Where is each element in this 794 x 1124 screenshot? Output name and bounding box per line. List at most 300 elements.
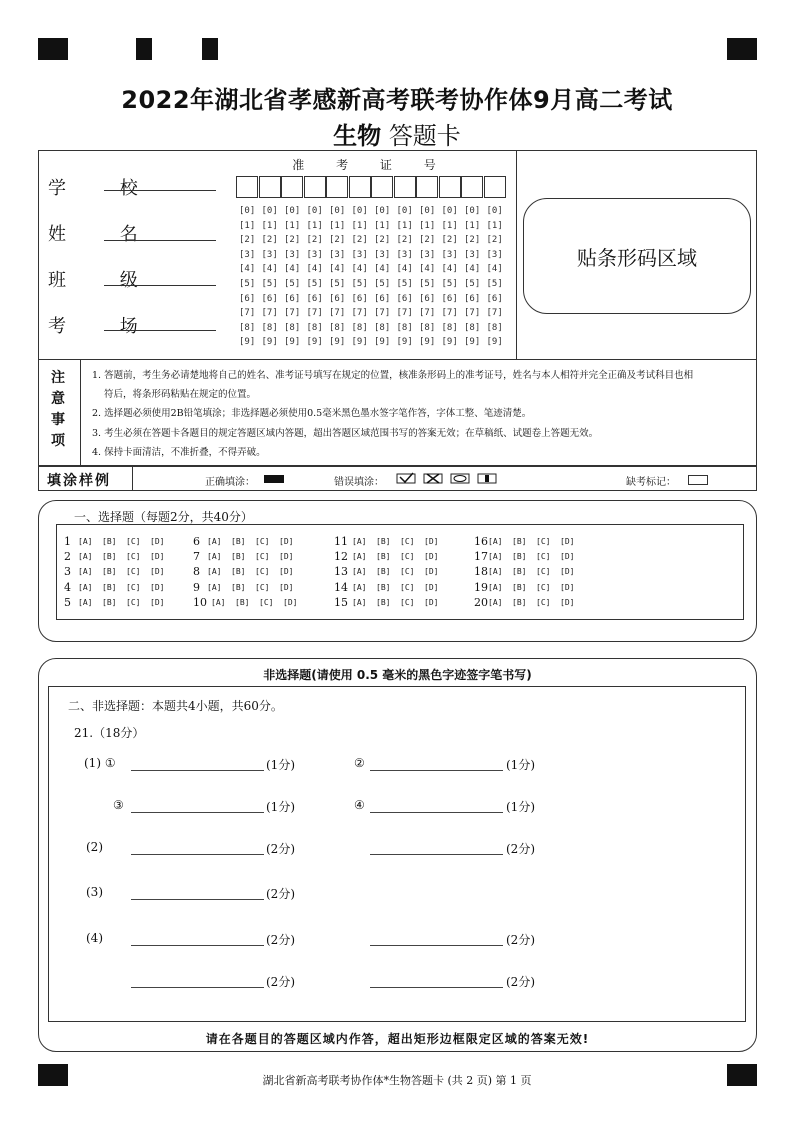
option-bubble[interactable]: [B] — [231, 537, 246, 546]
question-21: 21.（18分） — [74, 726, 145, 740]
notice-item: 2. 选择题必须使用2B铅笔填涂；非选择题必须使用0.5毫米黑色墨水签字笔作答，字体工整、笔迹清楚。 — [92, 408, 532, 419]
option-bubble[interactable]: [C] — [536, 567, 551, 577]
digit-bubble[interactable]: [6] — [351, 293, 368, 304]
digit-bubble[interactable]: [0] — [239, 206, 256, 216]
digit-bubble[interactable]: [3] — [351, 249, 368, 260]
position-mark — [727, 38, 757, 60]
notice-heading: 注 意 事 项 — [51, 370, 65, 449]
option-bubble[interactable]: [C] — [255, 552, 270, 562]
option-bubble[interactable]: [C] — [400, 552, 415, 562]
digit-bubble[interactable]: [8] — [284, 322, 301, 333]
digit-bubble[interactable]: [5] — [261, 279, 278, 289]
option-bubble[interactable]: [C] — [400, 567, 415, 577]
digit-bubble[interactable]: [2] — [374, 235, 391, 246]
notice-item: 符后，将条形码粘贴在规定的位置。 — [104, 389, 257, 400]
digit-bubble[interactable]: [6] — [396, 293, 413, 304]
option-bubble[interactable]: [B] — [231, 552, 246, 562]
option-bubble[interactable]: [A] — [488, 582, 503, 592]
option-bubble[interactable]: [A] — [488, 537, 503, 546]
digit-bubble[interactable]: [9] — [306, 337, 323, 348]
digit-bubble[interactable]: [3] — [441, 249, 458, 260]
option-bubble[interactable]: [A] — [352, 597, 367, 607]
digit-bubble[interactable]: [2] — [441, 235, 458, 246]
option-bubble[interactable]: [C] — [255, 567, 270, 577]
option-bubble[interactable]: [C] — [126, 582, 141, 592]
option-bubble[interactable]: [A] — [78, 537, 93, 546]
option-bubble[interactable]: [A] — [352, 582, 367, 592]
option-bubble[interactable]: [A] — [78, 582, 93, 592]
exam-number-cell[interactable] — [439, 176, 461, 198]
digit-bubble[interactable]: [7] — [396, 308, 413, 319]
digit-bubble[interactable]: [4] — [396, 264, 413, 275]
digit-bubble[interactable]: [6] — [284, 293, 301, 304]
option-bubble[interactable]: [D] — [150, 567, 165, 577]
exam-number-title: 准 考 证 号 — [292, 158, 450, 172]
digit-bubble[interactable]: [4] — [419, 264, 436, 275]
option-bubble[interactable]: [B] — [376, 552, 391, 562]
digit-bubble[interactable]: [7] — [441, 308, 458, 319]
answer-line[interactable] — [131, 945, 264, 946]
score-2: (2分) — [506, 933, 535, 947]
question-number: 1 — [64, 535, 71, 548]
question-number: 4 — [64, 580, 71, 594]
option-bubble[interactable]: [D] — [560, 567, 575, 577]
digit-bubble[interactable]: [8] — [306, 322, 323, 333]
option-bubble[interactable]: [A] — [352, 567, 367, 577]
option-bubble[interactable]: [D] — [424, 537, 439, 546]
option-bubble[interactable]: [B] — [376, 597, 391, 607]
digit-bubble[interactable]: [8] — [329, 322, 346, 333]
digit-bubble[interactable]: [1] — [284, 220, 301, 231]
option-bubble[interactable]: [B] — [512, 552, 527, 562]
digit-bubble[interactable]: [0] — [486, 206, 503, 216]
digit-bubble[interactable]: [3] — [239, 249, 256, 260]
option-bubble[interactable]: [D] — [424, 552, 439, 562]
option-bubble[interactable]: [D] — [560, 537, 575, 546]
option-bubble[interactable]: [B] — [376, 537, 391, 546]
digit-bubble[interactable]: [9] — [239, 337, 256, 348]
option-bubble[interactable]: [D] — [283, 597, 298, 607]
question-number: 12 — [334, 550, 348, 564]
notice-item: 4. 保持卡面清洁，不准折叠，不得弄破。 — [92, 447, 266, 458]
digit-bubble[interactable]: [4] — [374, 264, 391, 275]
option-bubble[interactable]: [C] — [259, 597, 274, 607]
answer-line[interactable] — [370, 812, 503, 813]
question-number: 5 — [64, 595, 71, 609]
option-bubble[interactable]: [D] — [560, 552, 575, 562]
answer-line[interactable] — [370, 770, 503, 771]
position-mark — [202, 38, 218, 60]
school-field[interactable] — [104, 190, 216, 191]
option-bubble[interactable]: [C] — [536, 552, 551, 562]
score-2: (2分) — [266, 887, 295, 901]
digit-bubble[interactable]: [8] — [261, 322, 278, 333]
question-number: 2 — [64, 550, 71, 564]
digit-bubble[interactable]: [1] — [239, 220, 256, 231]
exam-number-cell[interactable] — [349, 176, 371, 198]
digit-bubble[interactable]: [2] — [351, 235, 368, 246]
digit-bubble[interactable]: [4] — [239, 264, 256, 275]
digit-bubble[interactable]: [6] — [329, 293, 346, 304]
digit-bubble[interactable]: [2] — [261, 235, 278, 246]
question-number: 7 — [193, 550, 200, 564]
answer-line[interactable] — [370, 987, 503, 988]
digit-bubble[interactable]: [1] — [396, 220, 413, 231]
digit-bubble[interactable]: [5] — [239, 279, 256, 289]
option-bubble[interactable]: [B] — [102, 537, 117, 546]
option-bubble[interactable]: [B] — [235, 597, 250, 607]
digit-bubble[interactable]: [9] — [261, 337, 278, 348]
school-label: 学 校 — [48, 178, 162, 199]
digit-bubble[interactable]: [4] — [486, 264, 503, 275]
option-bubble[interactable]: [A] — [207, 552, 222, 562]
choice-title: 一、选择题（每题2分，共40分） — [70, 508, 257, 525]
option-bubble[interactable]: [C] — [400, 582, 415, 592]
digit-bubble[interactable]: [7] — [419, 308, 436, 319]
room-label: 考 场 — [48, 316, 162, 337]
digit-bubble[interactable]: [2] — [329, 235, 346, 246]
digit-bubble[interactable]: [2] — [486, 235, 503, 246]
option-bubble[interactable]: [B] — [512, 537, 527, 546]
digit-bubble[interactable]: [3] — [306, 249, 323, 260]
digit-bubble[interactable]: [6] — [261, 293, 278, 304]
digit-bubble[interactable]: [5] — [306, 279, 323, 289]
nonchoice-bar: 非选择题(请使用 0.5 毫米的黑色字迹签字笔书写) — [263, 668, 532, 682]
nonchoice-title: 二、非选择题：本题共4小题，共60分。 — [68, 699, 283, 713]
score-2: (2分) — [506, 842, 535, 856]
digit-bubble[interactable]: [5] — [419, 279, 436, 289]
digit-bubble[interactable]: [7] — [284, 308, 301, 319]
blank-4-label: ④ — [354, 798, 365, 812]
digit-bubble[interactable]: [4] — [329, 264, 346, 275]
option-bubble[interactable]: [C] — [126, 537, 141, 546]
digit-bubble[interactable]: [9] — [351, 337, 368, 348]
digit-bubble[interactable]: [3] — [284, 249, 301, 260]
digit-bubble[interactable]: [8] — [396, 322, 413, 333]
option-bubble[interactable]: [A] — [207, 537, 222, 546]
digit-bubble[interactable]: [5] — [396, 279, 413, 289]
part-2-label: (2) — [86, 840, 103, 854]
option-bubble[interactable]: [C] — [126, 552, 141, 562]
digit-bubble[interactable]: [0] — [306, 206, 323, 216]
option-bubble[interactable]: [B] — [102, 567, 117, 577]
digit-bubble[interactable]: [1] — [419, 220, 436, 231]
digit-bubble[interactable]: [9] — [396, 337, 413, 348]
option-bubble[interactable]: [D] — [424, 567, 439, 577]
option-bubble[interactable]: [C] — [126, 567, 141, 577]
question-number: 19 — [474, 580, 488, 594]
option-bubble[interactable]: [D] — [424, 597, 439, 607]
digit-bubble[interactable]: [9] — [486, 337, 503, 348]
option-bubble[interactable]: [D] — [279, 582, 294, 592]
digit-bubble[interactable]: [5] — [351, 279, 368, 289]
subject: 生物 — [333, 122, 382, 150]
digit-bubble[interactable]: [7] — [239, 308, 256, 319]
fill-divider — [132, 466, 133, 491]
digit-bubble[interactable]: [2] — [464, 235, 481, 246]
digit-bubble[interactable]: [8] — [374, 322, 391, 333]
option-bubble[interactable]: [B] — [376, 582, 391, 592]
digit-bubble[interactable]: [9] — [374, 337, 391, 348]
digit-bubble[interactable]: [7] — [486, 308, 503, 319]
absent-mark-box[interactable] — [688, 475, 708, 485]
option-bubble[interactable]: [C] — [400, 597, 415, 607]
digit-bubble[interactable]: [2] — [419, 235, 436, 246]
question-number: 15 — [334, 595, 348, 609]
digit-bubble[interactable]: [5] — [464, 279, 481, 289]
digit-bubble[interactable]: [1] — [261, 220, 278, 231]
digit-bubble[interactable]: [7] — [464, 308, 481, 319]
digit-bubble[interactable]: [5] — [284, 279, 301, 289]
absent-label: 缺考标记： — [626, 477, 676, 488]
score-1: (1分) — [266, 758, 295, 772]
digit-bubble[interactable]: [4] — [441, 264, 458, 275]
digit-bubble[interactable]: [4] — [261, 264, 278, 275]
question-number: 16 — [474, 535, 488, 548]
question-number: 18 — [474, 565, 488, 579]
question-number: 11 — [334, 535, 348, 548]
option-bubble[interactable]: [C] — [536, 597, 551, 607]
option-bubble[interactable]: [D] — [150, 597, 165, 607]
digit-bubble[interactable]: [2] — [284, 235, 301, 246]
answer-line[interactable] — [370, 854, 503, 855]
score-2: (2分) — [266, 842, 295, 856]
option-bubble[interactable]: [A] — [352, 552, 367, 562]
barcode-divider — [516, 150, 517, 360]
digit-bubble[interactable]: [1] — [306, 220, 323, 231]
digit-bubble[interactable]: [0] — [374, 206, 391, 216]
answer-line[interactable] — [131, 854, 264, 855]
exam-number-cell[interactable] — [394, 176, 416, 198]
digit-bubble[interactable]: [9] — [464, 337, 481, 348]
digit-bubble[interactable]: [3] — [486, 249, 503, 260]
subject-title — [0, 116, 794, 151]
question-number: 9 — [193, 580, 200, 594]
option-bubble[interactable]: [D] — [560, 582, 575, 592]
position-mark — [38, 38, 68, 60]
digit-bubble[interactable]: [9] — [441, 337, 458, 348]
digit-bubble[interactable]: [6] — [441, 293, 458, 304]
question-number: 13 — [334, 565, 348, 579]
digit-bubble[interactable]: [8] — [464, 322, 481, 333]
option-bubble[interactable]: [B] — [102, 552, 117, 562]
barcode-area: 贴条形码区域 — [523, 198, 751, 314]
digit-bubble[interactable]: [7] — [374, 308, 391, 319]
digit-bubble[interactable]: [4] — [284, 264, 301, 275]
digit-bubble[interactable]: [3] — [329, 249, 346, 260]
exam-number-cell[interactable] — [259, 176, 281, 198]
digit-bubble[interactable]: [0] — [351, 206, 368, 216]
notice-item: 1. 答题前，考生务必请楚地将自己的姓名、准考证号填写在规定的位置，核准条形码上的准考证号，姓名与本人相符并完全正确及考试科目也相 — [92, 370, 694, 381]
option-bubble[interactable]: [C] — [400, 537, 415, 546]
digit-bubble[interactable]: [6] — [306, 293, 323, 304]
option-bubble[interactable]: [D] — [279, 552, 294, 562]
digit-bubble[interactable]: [8] — [239, 322, 256, 333]
digit-bubble[interactable]: [1] — [329, 220, 346, 231]
option-bubble[interactable]: [B] — [512, 582, 527, 592]
digit-bubble[interactable]: [5] — [486, 279, 503, 289]
question-number: 10 — [193, 595, 207, 609]
digit-bubble[interactable]: [1] — [464, 220, 481, 231]
digit-bubble[interactable]: [7] — [261, 308, 278, 319]
option-bubble[interactable]: [B] — [512, 597, 527, 607]
digit-bubble[interactable]: [6] — [239, 293, 256, 304]
digit-bubble[interactable]: [2] — [396, 235, 413, 246]
exam-number-cell[interactable] — [236, 176, 258, 198]
digit-bubble[interactable]: [1] — [374, 220, 391, 231]
wrong-fill-label: 错误填涂： — [334, 477, 384, 488]
digit-bubble[interactable]: [7] — [351, 308, 368, 319]
part-4-label: (4) — [86, 931, 103, 945]
digit-bubble[interactable]: [6] — [464, 293, 481, 304]
option-bubble[interactable]: [A] — [211, 597, 226, 607]
digit-bubble[interactable]: [9] — [419, 337, 436, 348]
notice-item: 3. 考生必须在答题卡各题目的规定答题区域内答题，超出答题区域范围书写的答案无效；在草稿纸、试题卷上答题无效。 — [92, 428, 599, 439]
option-bubble[interactable]: [A] — [78, 567, 93, 577]
option-bubble[interactable]: [A] — [78, 597, 93, 607]
digit-bubble[interactable]: [4] — [351, 264, 368, 275]
digit-bubble[interactable]: [7] — [329, 308, 346, 319]
option-bubble[interactable]: [A] — [488, 567, 503, 577]
option-bubble[interactable]: [B] — [102, 582, 117, 592]
digit-bubble[interactable]: [5] — [329, 279, 346, 289]
digit-bubble[interactable]: [0] — [396, 206, 413, 216]
digit-bubble[interactable]: [4] — [464, 264, 481, 275]
card-label: 答题卡 — [388, 122, 461, 150]
blank-3-label: ③ — [113, 798, 124, 812]
answer-line[interactable] — [131, 899, 264, 900]
digit-bubble[interactable]: [0] — [261, 206, 278, 216]
question-number: 14 — [334, 580, 348, 594]
digit-bubble[interactable]: [8] — [351, 322, 368, 333]
name-label: 姓 名 — [48, 224, 162, 245]
digit-bubble[interactable]: [2] — [239, 235, 256, 246]
answer-line[interactable] — [131, 812, 264, 813]
digit-bubble[interactable]: [8] — [441, 322, 458, 333]
wrong-fill-marks — [396, 472, 506, 486]
option-bubble[interactable]: [A] — [78, 552, 93, 562]
question-number: 20 — [474, 595, 488, 609]
question-number: 8 — [193, 565, 200, 579]
option-bubble[interactable]: [D] — [150, 537, 165, 546]
exam-number-cell[interactable] — [281, 176, 303, 198]
score-2: (2分) — [266, 933, 295, 947]
digit-bubble[interactable]: [7] — [306, 308, 323, 319]
room-field[interactable] — [104, 330, 216, 331]
name-field[interactable] — [104, 240, 216, 241]
option-bubble[interactable]: [A] — [488, 597, 503, 607]
digit-bubble[interactable]: [0] — [441, 206, 458, 216]
class-label: 班 级 — [48, 270, 162, 291]
digit-bubble[interactable]: [8] — [486, 322, 503, 333]
digit-bubble[interactable]: [5] — [374, 279, 391, 289]
score-1: (1分) — [506, 758, 535, 772]
digit-bubble[interactable]: [5] — [441, 279, 458, 289]
digit-bubble[interactable]: [3] — [261, 249, 278, 260]
score-2: (2分) — [266, 975, 295, 989]
correct-fill-label: 正确填涂： — [205, 477, 255, 488]
digit-bubble[interactable]: [3] — [396, 249, 413, 260]
option-bubble[interactable]: [D] — [560, 597, 575, 607]
question-number: 3 — [64, 565, 71, 579]
digit-bubble[interactable]: [6] — [486, 293, 503, 304]
option-bubble[interactable]: [D] — [150, 582, 165, 592]
correct-fill-mark — [264, 475, 284, 483]
digit-bubble[interactable]: [9] — [284, 337, 301, 348]
digit-bubble[interactable]: [4] — [306, 264, 323, 275]
digit-bubble[interactable]: [1] — [351, 220, 368, 231]
option-bubble[interactable]: [A] — [352, 537, 367, 546]
option-bubble[interactable]: [C] — [255, 582, 270, 592]
option-bubble[interactable]: [C] — [536, 537, 551, 546]
part-3-label: (3) — [86, 885, 103, 899]
answer-line[interactable] — [131, 987, 264, 988]
exam-number-cell[interactable] — [371, 176, 393, 198]
exam-number-cell[interactable] — [326, 176, 348, 198]
digit-bubble[interactable]: [6] — [374, 293, 391, 304]
question-number: 17 — [474, 550, 488, 564]
digit-bubble[interactable]: [8] — [419, 322, 436, 333]
option-bubble[interactable]: [D] — [279, 567, 294, 577]
option-bubble[interactable]: [B] — [102, 597, 117, 607]
answer-line[interactable] — [131, 770, 264, 771]
exam-number-cell[interactable] — [304, 176, 326, 198]
digit-bubble[interactable]: [0] — [464, 206, 481, 216]
page-footer: 湖北省新高考联考协作体*生物答题卡 (共 2 页) 第 1 页 — [262, 1074, 532, 1087]
option-bubble[interactable]: [A] — [207, 567, 222, 577]
score-1: (1分) — [506, 800, 535, 814]
option-bubble[interactable]: [B] — [376, 567, 391, 577]
digit-bubble[interactable]: [3] — [374, 249, 391, 260]
question-number: 6 — [193, 535, 200, 548]
option-bubble[interactable]: [A] — [488, 552, 503, 562]
digit-bubble[interactable]: [0] — [419, 206, 436, 216]
digit-bubble[interactable]: [1] — [441, 220, 458, 231]
exam-number-cell[interactable] — [416, 176, 438, 198]
option-bubble[interactable]: [C] — [536, 582, 551, 592]
option-bubble[interactable]: [B] — [231, 582, 246, 592]
blank-2-label: ② — [354, 756, 365, 770]
digit-bubble[interactable]: [3] — [419, 249, 436, 260]
digit-bubble[interactable]: [1] — [486, 220, 503, 231]
answer-line[interactable] — [370, 945, 503, 946]
part-1-label: (1) ① — [84, 756, 116, 770]
option-bubble[interactable]: [B] — [231, 567, 246, 577]
class-field[interactable] — [104, 285, 216, 286]
option-bubble[interactable]: [A] — [207, 582, 222, 592]
exam-number-cell[interactable] — [461, 176, 483, 198]
warning-text: 请在各题目的答题区域内作答，超出矩形边框限定区域的答案无效! — [205, 1032, 590, 1046]
digit-bubble[interactable]: [0] — [284, 206, 301, 216]
digit-bubble[interactable]: [2] — [306, 235, 323, 246]
fill-example-label: 填涂样例 — [47, 473, 111, 489]
option-bubble[interactable]: [D] — [424, 582, 439, 592]
digit-bubble[interactable]: [6] — [419, 293, 436, 304]
exam-number-cell[interactable] — [484, 176, 506, 198]
option-bubble[interactable]: [B] — [512, 567, 527, 577]
option-bubble[interactable]: [C] — [255, 537, 270, 546]
position-mark — [136, 38, 152, 60]
exam-title: 2022年湖北省孝感新高考联考协作体9月高二考试 — [121, 86, 673, 114]
score-2: (2分) — [506, 975, 535, 989]
option-bubble[interactable]: [D] — [279, 537, 294, 546]
option-bubble[interactable]: [C] — [126, 597, 141, 607]
notice-divider — [80, 360, 81, 466]
option-bubble[interactable]: [D] — [150, 552, 165, 562]
digit-bubble[interactable]: [9] — [329, 337, 346, 348]
digit-bubble[interactable]: [0] — [329, 206, 346, 216]
digit-bubble[interactable]: [3] — [464, 249, 481, 260]
